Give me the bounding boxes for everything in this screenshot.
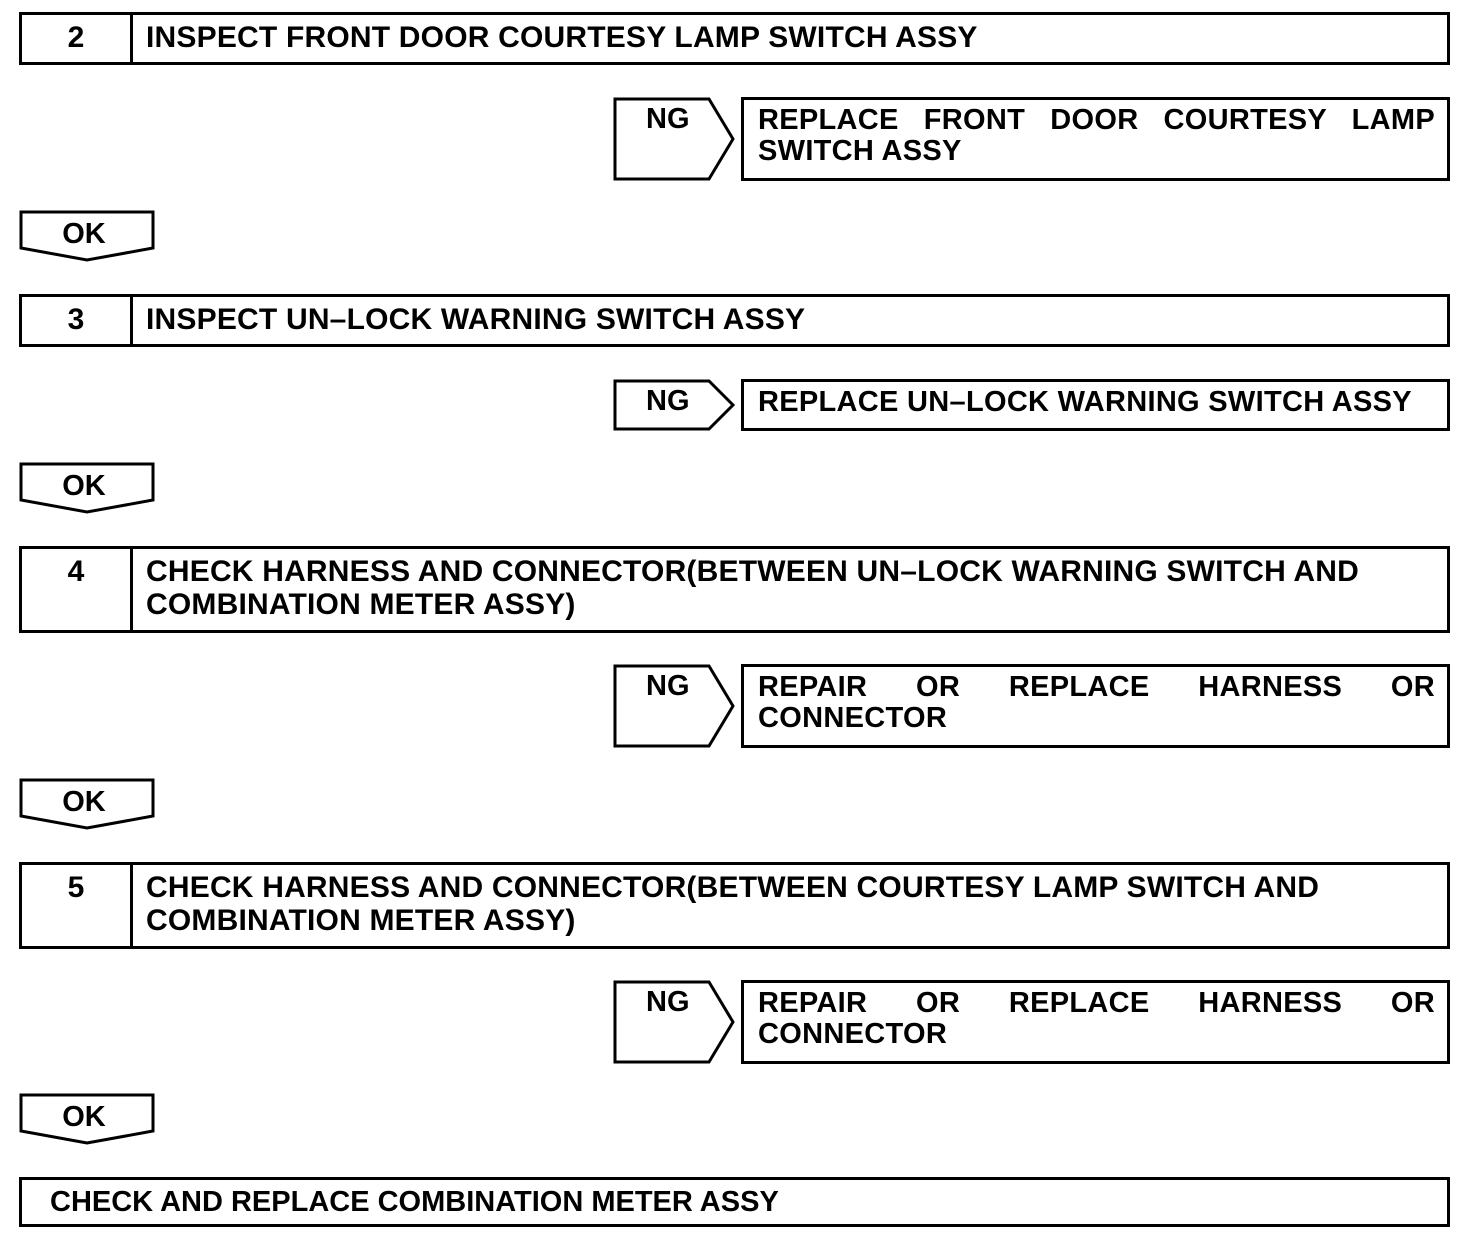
ng-label: NG <box>646 986 690 1018</box>
step-title: INSPECT UN–LOCK WARNING SWITCH ASSY <box>146 303 806 336</box>
ok-arrow <box>19 1093 155 1145</box>
step-3-box <box>19 294 1450 347</box>
ok-label: OK <box>62 218 106 250</box>
step-5-box <box>19 862 1450 949</box>
ok-label: OK <box>62 786 106 818</box>
step-title: CHECK HARNESS AND CONNECTOR(BETWEEN COURTESY LAMP SWITCH AND COMBINATION METER ASSY) <box>146 871 1320 937</box>
step-4-box <box>19 546 1450 633</box>
ng-action-box: REPLACE FRONT DOOR COURTESY LAMP SWITCH ASSY <box>741 97 1450 181</box>
ok-arrow <box>19 462 155 514</box>
step-number: 3 <box>22 297 133 344</box>
ng-action-box: REPAIR OR REPLACE HARNESS OR CONNECTOR <box>741 980 1450 1064</box>
ng-action-box: REPLACE UN–LOCK WARNING SWITCH ASSY <box>741 379 1450 431</box>
ok-arrow <box>19 210 155 262</box>
step-number: 4 <box>22 549 133 630</box>
ok-label: OK <box>62 470 106 502</box>
final-action-box: CHECK AND REPLACE COMBINATION METER ASSY <box>19 1177 1450 1227</box>
step-number: 2 <box>22 15 133 62</box>
ng-arrow <box>613 980 737 1064</box>
ok-arrow <box>19 778 155 830</box>
step-2-box <box>19 12 1450 65</box>
step-title: CHECK HARNESS AND CONNECTOR(BETWEEN UN–LOCK WARNING SWITCH AND COMBINATION METER ASSY) <box>146 555 1359 621</box>
ng-arrow <box>613 664 737 748</box>
ng-label: NG <box>646 670 690 702</box>
ng-action-box: REPAIR OR REPLACE HARNESS OR CONNECTOR <box>741 664 1450 748</box>
ng-arrow <box>613 97 737 181</box>
step-number: 5 <box>22 865 133 946</box>
ng-label: NG <box>646 103 690 135</box>
step-title: INSPECT FRONT DOOR COURTESY LAMP SWITCH ASSY <box>146 21 978 54</box>
ok-label: OK <box>62 1101 106 1133</box>
ng-arrow <box>613 379 737 431</box>
ng-label: NG <box>646 385 690 417</box>
